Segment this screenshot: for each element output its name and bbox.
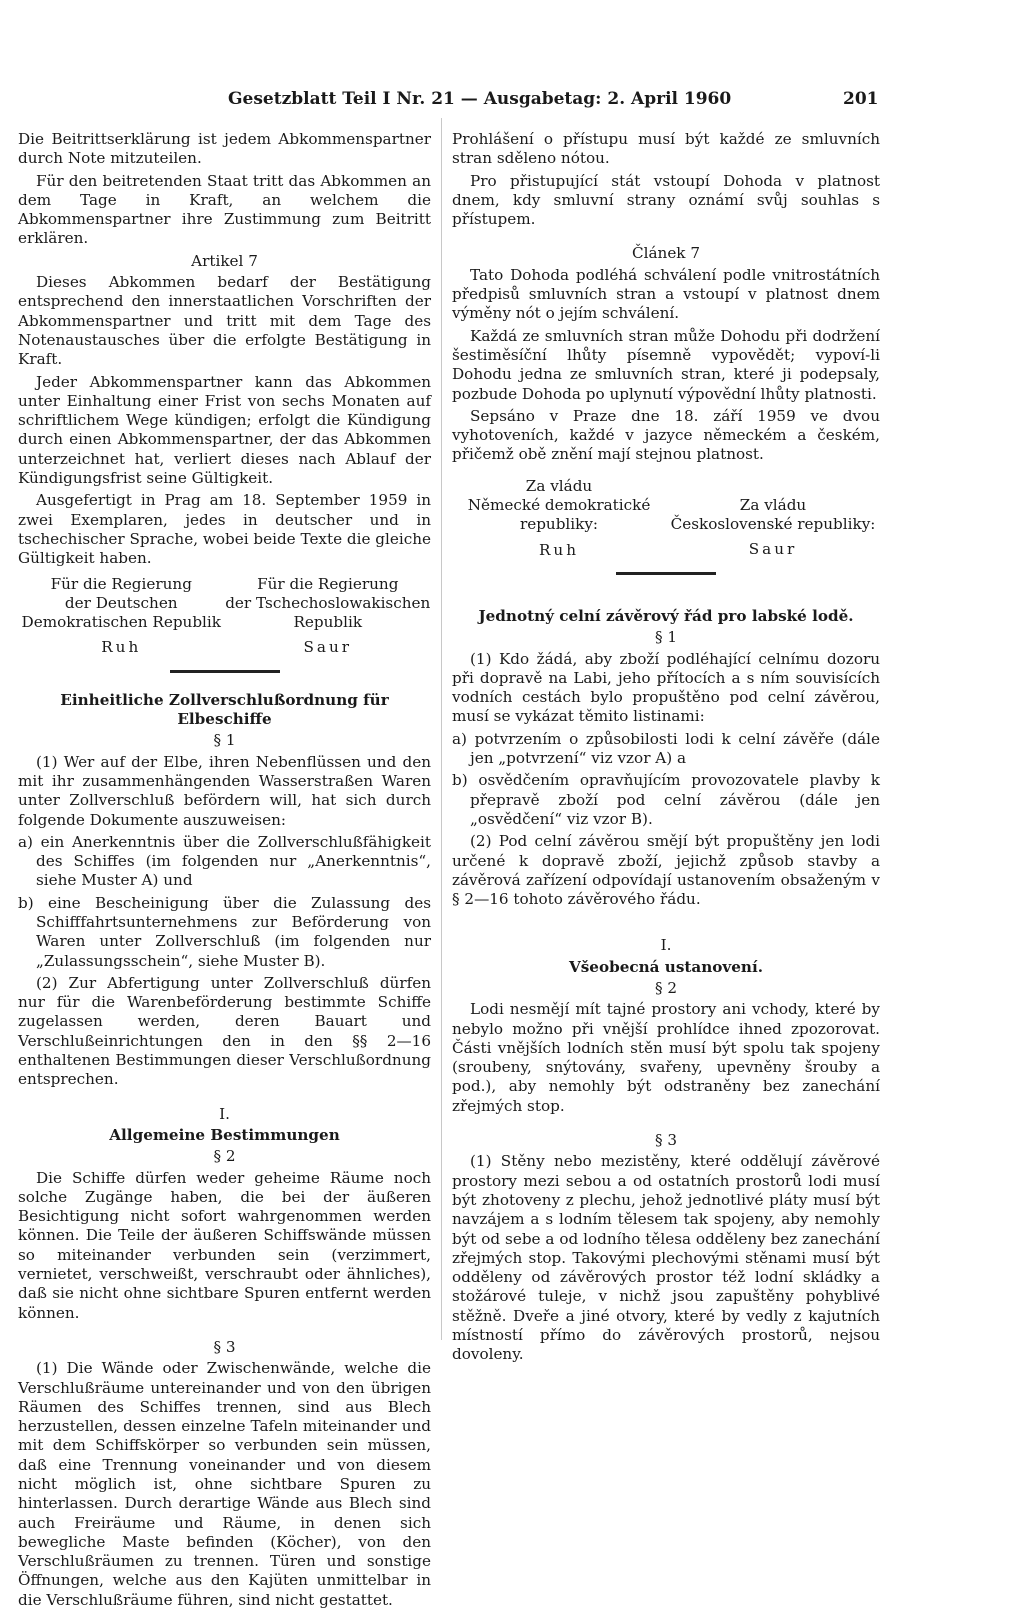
paragraph: (1) Wer auf der Elbe, ihren Nebenflüssen und den mit ihr zusammenhängenden Wasserstraßen Waren unter Zollverschluß befördern will, hat sich durch folgende Dokumente auszuweisen: [18, 752, 431, 829]
section-number: § 3 [654, 1131, 678, 1150]
spacer [18, 1326, 431, 1336]
signatory-name: Ruh [539, 540, 579, 559]
list-item: a) ein Anerkenntnis über die Zollverschlußfähigkeit des Schiffes (im folgenden nur „Anerkenntnis“, siehe Muster A) und [18, 832, 431, 890]
list-item: b) osvědčením opravňujícím provozovatele plavby k přepravě zboží pod celní závěrou (dále jen „osvědčení“ viz vzor B). [452, 771, 880, 828]
paragraph: Die Schiffe dürfen weder geheime Räume noch solche Zugänge haben, die bei der äußeren Besichtigung nicht sofort wahrgenommen werden können. Die Teile der äußeren Schiffswände müssen so miteinander verbunden sein (verzimmert, vernietet, verschweißt, verschraubt oder ähnliches), daß sie nicht ohne sichtbare Spuren entfernt werden können. [18, 1168, 431, 1322]
spacer [452, 1119, 880, 1129]
signatory-name: Saur [748, 540, 798, 559]
paragraph: Dieses Abkommen bedarf der Bestätigung entsprechend den innerstaatlichen Vorschriften der Abkommenspartner und tritt mit dem Tage des Notenaustausches über die erfolgte Bestätigung in Kraft. [18, 273, 431, 369]
paragraph: (2) Pod celní závěrou smějí být propuštěny jen lodi určené k dopravě zboží, jejichž způsob stavby a závěrová zařízení odpovídají ustanovením obsaženým v § 2—16 tohoto závěrového řádu. [452, 832, 880, 909]
signature-line: Für die Regierung [257, 574, 399, 593]
order-title: Einheitliche Zollverschlußordnung für Elbeschiffe [60, 690, 389, 729]
signature-block [18, 575, 431, 658]
paragraph: Tato Dohoda podléhá schválení podle vnitrostátních předpisů smluvních stran a vstoupí v platnost dnem výměny nót o jejím schválení. [452, 265, 880, 323]
signatory-name: Saur [303, 638, 352, 657]
paragraph: (1) Die Wände oder Zwischenwände, welche die Verschlußräume untereinander und von den übrigen Räumen des Schiffes trennen, sind aus Blech herzustellen, dessen einzelne Tafeln miteinander und mit dem Schiffskörper so verbunden sein müssen, daß eine Trennung voneinander und von diesem nicht möglich ist, ohne sichtbare Spuren zu hinterlassen. Durch derartige Wände aus Blech sind auch Freiräume und Räume, in denen sich bewegliche Maste befinden (Köcher), von den Verschlußräumen zu trennen. Türen und sonstige Öffnungen, welche aus den Kajüten unmittelbar in die Verschlußräume führen, sind nicht gestattet. [18, 1359, 431, 1609]
signature-gdr [18, 575, 225, 658]
signature-line: Demokratischen Republik [21, 613, 221, 632]
section-number: § 2 [213, 1147, 236, 1166]
spacer [452, 912, 880, 934]
spacer [452, 593, 880, 603]
page-number: 201 [843, 89, 879, 109]
german-column [18, 130, 431, 1613]
czech-column [452, 130, 880, 1368]
section-number: § 1 [213, 731, 236, 750]
part-title: Allgemeine Bestimmungen [109, 1125, 340, 1144]
signature-line: Republik [293, 613, 363, 632]
signature-line: Za vládu [525, 476, 593, 495]
section-number: § 2 [654, 978, 678, 997]
spacer [452, 232, 880, 242]
signature-line: der Tschechoslowakischen [225, 593, 431, 612]
signature-line: Für die Regierung [50, 574, 192, 593]
signature-line: Za vládu [739, 495, 807, 514]
part-number: I. [219, 1104, 230, 1123]
signature-cssr [225, 575, 432, 658]
paragraph: (1) Kdo žádá, aby zboží podléhající celnímu dozoru při dopravě na Labi, jeho přítocích a s ním souvisících vodních cestách bylo propuštěno pod celní závěrou, musí se vykázat těmito listinami: [452, 649, 880, 726]
part-number: I. [660, 936, 672, 955]
article-title: Článek 7 [632, 244, 700, 263]
paragraph: Für den beitretenden Staat tritt das Abkommen an dem Tage in Kraft, an welchem die Abkommenspartner ihre Zustimmung zum Beitritt erklären. [18, 171, 431, 248]
signatory-name: Ruh [101, 638, 142, 657]
section-rule [170, 670, 280, 673]
paragraph: Ausgefertigt in Prag am 18. September 1959 in zwei Exemplaren, jedes in deutscher und in tschechischer Sprache, wobei beide Texte die gleiche Gültigkeit haben. [18, 491, 432, 568]
paragraph: Prohlášení o přístupu musí být každé ze smluvních stran sděleno nótou. [452, 130, 880, 168]
signature-block [452, 477, 880, 560]
paragraph: Die Beitrittserklärung ist jedem Abkommenspartner durch Note mitzuteilen. [18, 130, 431, 168]
list-item: b) eine Bescheinigung über die Zulassung des Schifffahrtsunternehmens zur Beförderung von Waren unter Zollverschluß (im folgenden nur „Zulassungsschein“, siehe Muster B). [18, 893, 431, 970]
part-title: Všeobecná ustanovení. [568, 957, 764, 976]
paragraph: Pro přistupující stát vstoupí Dohoda v platnost dnem, kdy smluvní strany oznámí svůj souhlas s přístupem. [452, 171, 880, 229]
spacer [18, 1093, 431, 1103]
paragraph: Každá ze smluvních stran může Dohodu při dodržení šestiměsíční lhůty písemně vypovědět; vypoví-li Dohodu jedna ze smluvních stran, které ji podepsaly, pozbude Dohoda po uplynutí výpovědní lhůty platnosti. [452, 326, 880, 403]
page-header [228, 89, 882, 113]
signature-line: republiky: [519, 515, 599, 534]
article-title: Artikel 7 [191, 251, 258, 270]
signature-line: Německé demokratické [467, 496, 651, 515]
paragraph: Sepsáno v Praze dne 18. září 1959 ve dvou vyhotoveních, každé v jazyce německém a českém, přičemž obě znění mají stejnou platnost. [452, 406, 880, 464]
section-number: § 1 [654, 628, 678, 647]
paragraph: (1) Stěny nebo mezistěny, které oddělují závěrové prostory mezi sebou a od ostatních prostorů lodi musí být zhotoveny z plechu, jehož jednotlivé pláty musí být navzájem a s lodním tělesem tak spojeny, aby nemohly být od sebe a od lodního tělesa odděleny bez zanechání zřejmých stop. Takovými plechovými stěnami musí být odděleny od závěrových prostor též lodní skládky a stožárové tuleje, v nichž jsou zapuštěny pohyblivé stěžně. Dveře a jiné otvory, které by vedly z kajutních místností přímo do závěrových prostorů, nejsou dovoleny. [452, 1152, 880, 1364]
signature-line: Československé republiky: [670, 515, 876, 534]
section-number: § 3 [213, 1337, 236, 1356]
signature-line: der Deutschen [64, 593, 178, 612]
signature-gdr [452, 477, 666, 560]
paragraph: Jeder Abkommenspartner kann das Abkommen unter Einhaltung einer Frist von sechs Monaten auf schriftlichem Wege kündigen; erfolgt die Kündigung durch einen Abkommenspartner, der das Abkommen unterzeichnet hat, verliert dieses nach Ablauf der Kündigungsfrist seine Gültigkeit. [18, 372, 431, 488]
order-title: Jednotný celní závěrový řád pro labské lodě. [478, 606, 854, 625]
section-rule [616, 572, 716, 575]
list-item: a) potvrzením o způsobilosti lodi k celní závěře (dále jen „potvrzení“ viz vzor A) a [452, 729, 880, 768]
paragraph: (2) Zur Abfertigung unter Zollverschluß dürfen nur für die Warenbeförderung bestimmte Schiffe zugelassen werden, deren Bauart und Verschlußeinrichtungen den in den §§ 2—16 enthaltenen Bestimmungen dieser Verschlußordnung entsprechen. [18, 973, 431, 1089]
signature-cssr [666, 477, 880, 560]
paragraph: Lodi nesmějí mít tajné prostory ani vchody, které by nebylo možno při vnější prohlídce ihned zpozorovat. Části vnějších lodních stěn musí být spolu tak spojeny (sroubeny, snýtovány, svařeny, upevněny šrouby a pod.), aby nemohly být odstraněny bez zanechání zřejmých stop. [452, 1000, 880, 1115]
column-divider [441, 118, 442, 1340]
header-title: Gesetzblatt Teil I Nr. 21 — Ausgabetag: 2. April 1960 [228, 89, 732, 109]
